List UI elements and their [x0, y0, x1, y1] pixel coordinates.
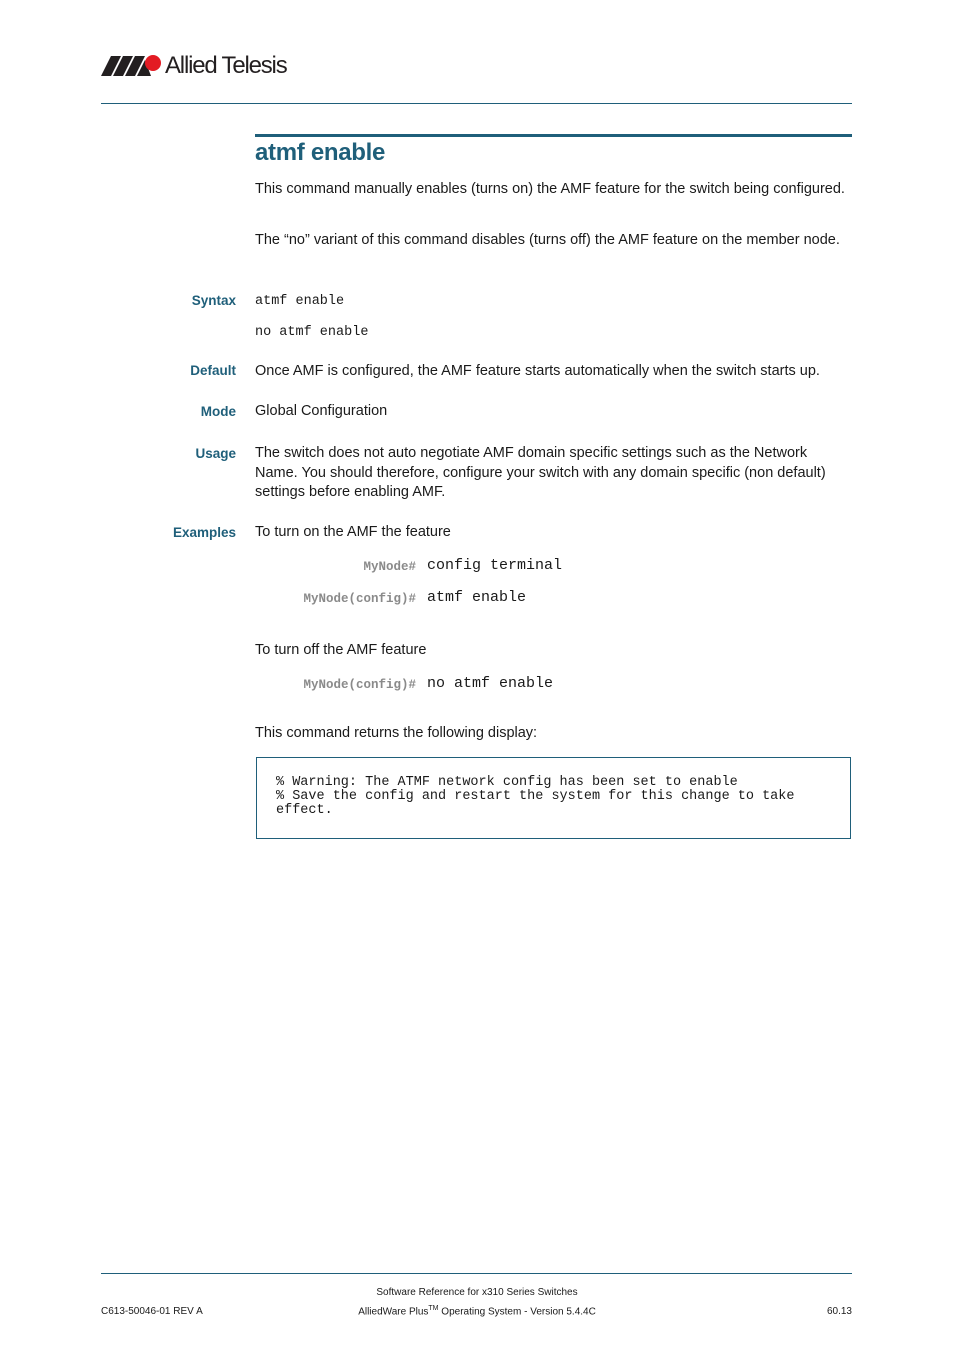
output-line: effect. — [276, 803, 333, 818]
allied-telesis-logo-icon — [101, 52, 163, 78]
mode-label: Mode — [200, 404, 236, 419]
intro-paragraph-1: This command manually enables (turns on) the AMF feature for the switch being configured. — [255, 181, 845, 197]
cli-prompt: MyNode# — [363, 560, 416, 574]
cli-command: config terminal — [427, 557, 563, 574]
output-display-box — [256, 757, 851, 839]
default-text: Once AMF is configured, the AMF feature starts automatically when the switch starts up. — [255, 363, 820, 379]
cli-command: atmf enable — [427, 589, 527, 606]
cli-prompt: MyNode(config)# — [303, 678, 416, 692]
syntax-label: Syntax — [191, 293, 236, 308]
turn-off-text: To turn off the AMF feature — [255, 642, 427, 658]
cli-command: no atmf enable — [427, 675, 554, 692]
logo-text: Allied Telesis — [165, 52, 287, 79]
command-line — [255, 675, 852, 695]
header-divider — [101, 103, 852, 104]
page-number: 60.13 — [826, 1306, 852, 1317]
footer-version: Operating System - Version 5.4.4C — [438, 1306, 596, 1318]
usage-text: The switch does not auto negotiate AMF domain specific settings such as the Network Name. You should therefore, configure your switch with any domain specific (non default) settings before enabling AMF. — [255, 445, 826, 500]
page-title: atmf enable — [255, 139, 386, 166]
syntax-line-1: atmf enable — [255, 294, 345, 309]
display-intro-text: This command returns the following display: — [255, 725, 538, 741]
document-id: C613-50046-01 REV A — [101, 1306, 203, 1317]
default-label: Default — [190, 363, 236, 378]
company-logo — [101, 50, 287, 80]
footer-product: AlliedWare Plus — [358, 1306, 429, 1318]
mode-text: Global Configuration — [255, 403, 388, 419]
examples-label: Examples — [172, 525, 236, 540]
turn-on-text: To turn on the AMF the feature — [255, 524, 451, 540]
title-rule — [255, 134, 852, 137]
cli-prompt: MyNode(config)# — [303, 592, 416, 606]
output-line: % Warning: The ATMF network config has been set to enable — [276, 775, 738, 790]
trademark-mark: TM — [428, 1305, 439, 1312]
footer-divider — [101, 1273, 852, 1274]
intro-paragraph-2: The “no” variant of this command disables (turns off) the AMF feature on the member node. — [255, 232, 840, 248]
command-line — [255, 589, 852, 609]
command-line — [255, 557, 852, 577]
usage-label: Usage — [195, 446, 236, 461]
output-line: % Save the config and restart the system for this change to take — [276, 789, 795, 804]
footer-title: Software Reference for x310 Series Switches — [376, 1287, 578, 1298]
syntax-line-2: no atmf enable — [255, 325, 369, 340]
